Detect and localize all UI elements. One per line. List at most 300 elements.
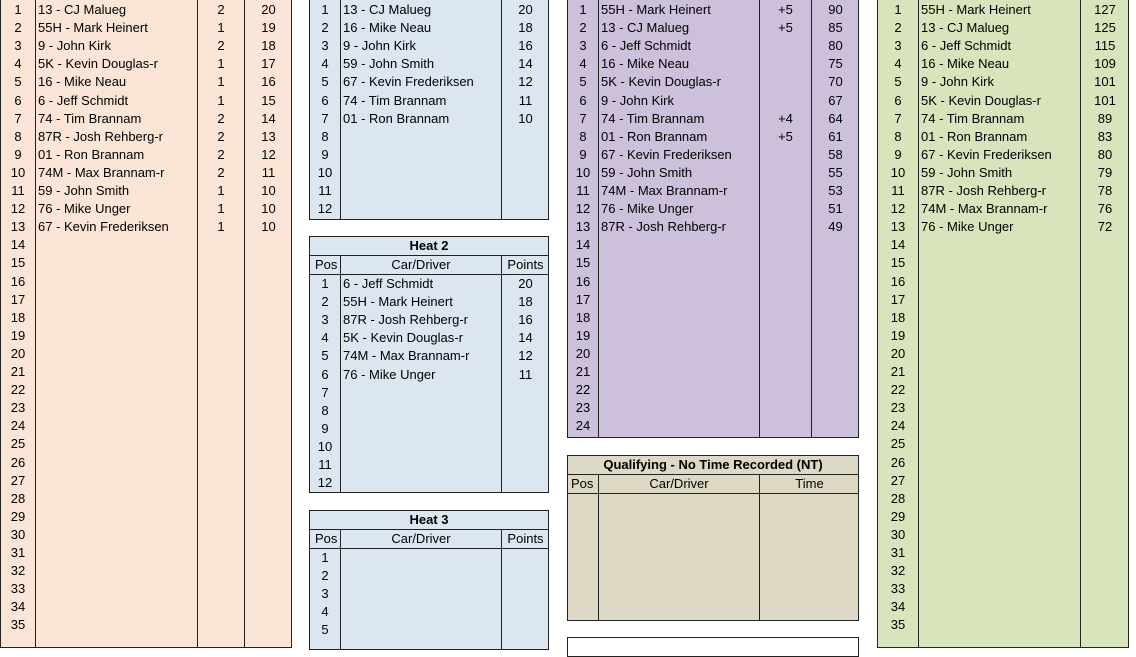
car-driver-cell (38, 381, 196, 399)
table-row (1, 164, 291, 182)
table-row (568, 110, 858, 128)
points-cell (1081, 327, 1129, 345)
car-driver-cell: 16 - Mike Neau (38, 74, 127, 90)
points-cell (245, 327, 292, 345)
position-cell: 33 (10, 581, 26, 597)
table-row (878, 472, 1128, 490)
table-row (568, 236, 858, 254)
table-row (310, 549, 548, 567)
position-cell: 27 (890, 472, 906, 488)
table-row (310, 621, 548, 639)
position-cell: 26 (890, 454, 906, 470)
table-row (878, 1, 1128, 19)
heat-number-cell: 2 (217, 128, 225, 144)
heat-number-cell: 1 (217, 219, 225, 235)
car-driver-cell: 13 - CJ Malueg (921, 20, 1010, 36)
position-cell: 10 (10, 164, 26, 180)
car-driver-cell (38, 345, 196, 363)
table-row (310, 456, 548, 474)
table-row (310, 200, 548, 218)
car-driver-cell (343, 402, 501, 420)
car-driver-cell: 13 - CJ Malueg (343, 2, 432, 17)
position-cell: 8 (321, 128, 329, 144)
table-row (310, 73, 548, 91)
car-driver-cell: 87R - Josh Rehberg-r (38, 128, 163, 144)
position-cell: 3 (321, 38, 329, 54)
points-cell: 17 (261, 56, 276, 72)
position-cell: 28 (890, 490, 906, 506)
points-cell: 51 (828, 201, 843, 217)
table-row (568, 417, 858, 435)
heat-number-cell (198, 236, 244, 254)
position-cell: 5 (321, 348, 329, 364)
position-cell: 34 (10, 599, 26, 615)
table-row (310, 402, 548, 420)
position-cell: 18 (10, 309, 26, 325)
position-cell: 6 (894, 92, 902, 108)
position-cell: 23 (575, 400, 591, 416)
position-cell: 12 (10, 201, 26, 217)
car-driver-cell (921, 345, 1079, 363)
position-cell: 3 (321, 586, 329, 602)
car-driver-cell (601, 345, 759, 363)
table-row (1, 435, 291, 453)
car-driver-cell (343, 146, 501, 164)
points-cell: 49 (828, 219, 843, 235)
car-driver-cell (343, 128, 501, 146)
car-driver-cell (38, 616, 196, 634)
points-cell (245, 435, 292, 453)
points-cell: 18 (261, 38, 276, 54)
position-cell: 22 (10, 382, 26, 398)
points-cell: 61 (828, 128, 843, 144)
position-cell: 10 (575, 164, 591, 180)
points-cell: 78 (1097, 183, 1113, 198)
points-cell (245, 580, 292, 598)
car-driver-cell: 01 - Ron Brannam (38, 146, 145, 162)
position-cell: 12 (317, 201, 333, 217)
position-cell: 12 (890, 201, 906, 217)
table-row (1, 291, 291, 309)
table-row (878, 526, 1128, 544)
car-driver-cell: 59 - John Smith (601, 164, 693, 180)
adjustment-cell (760, 363, 811, 381)
position-cell: 1 (14, 2, 22, 17)
car-driver-cell (38, 508, 196, 526)
car-driver-cell (38, 363, 196, 381)
points-cell: 67 (828, 92, 843, 108)
points-cell (245, 273, 292, 291)
car-driver-cell: 67 - Kevin Frederiksen (343, 74, 474, 90)
heat-number-cell (198, 435, 244, 453)
adjustment-cell: +5 (778, 2, 793, 17)
heat-number-cell: 1 (217, 74, 225, 90)
heat-number-cell (198, 327, 244, 345)
car-driver-cell (921, 544, 1079, 562)
car-driver-cell (921, 309, 1079, 327)
points-cell: 75 (828, 56, 843, 72)
points-cell: 85 (828, 20, 843, 36)
position-cell: 2 (321, 20, 329, 36)
points-cell (502, 603, 549, 621)
car-driver-cell (343, 567, 501, 585)
car-driver-cell (921, 254, 1079, 272)
car-driver-cell: 16 - Mike Neau (343, 20, 432, 36)
position-cell: 11 (318, 457, 332, 472)
points-cell (1081, 508, 1129, 526)
position-cell: 5 (321, 74, 329, 90)
position-cell: 4 (321, 56, 329, 72)
points-cell: 15 (261, 92, 276, 108)
position-cell: 2 (321, 568, 329, 584)
car-driver-cell: 01 - Ron Brannam (343, 110, 450, 126)
points-cell (245, 508, 292, 526)
table-row (1, 327, 291, 345)
heat-number-cell: 2 (217, 2, 225, 17)
points-cell (812, 345, 859, 363)
heat-number-cell (198, 544, 244, 562)
table-row (310, 366, 548, 384)
position-cell: 33 (890, 581, 906, 597)
table-row (1, 472, 291, 490)
table-row (568, 146, 858, 164)
points-cell (1081, 526, 1129, 544)
table-row (1, 598, 291, 616)
table-row (310, 19, 548, 37)
table-row (878, 92, 1128, 110)
table-row (878, 73, 1128, 91)
car-driver-cell (38, 580, 196, 598)
position-cell: 23 (890, 400, 906, 416)
table-row (310, 567, 548, 585)
table-row (878, 128, 1128, 146)
points-cell (502, 474, 549, 492)
car-driver-cell (921, 399, 1079, 417)
points-cell (812, 327, 859, 345)
table-row (878, 345, 1128, 363)
heat-number-cell: 2 (217, 146, 225, 162)
points-cell (502, 200, 549, 218)
table-row (310, 146, 548, 164)
table-row (568, 1, 858, 19)
car-driver-cell (38, 327, 196, 345)
table-row (878, 164, 1128, 182)
adjustment-cell: +4 (778, 110, 793, 126)
points-cell: 79 (1097, 164, 1113, 180)
points-cell (245, 598, 292, 616)
car-driver-cell (921, 381, 1079, 399)
points-cell: 101 (1094, 74, 1116, 90)
header-pos: Pos (315, 257, 338, 272)
points-cell: 14 (518, 56, 533, 72)
heat-number-cell (198, 291, 244, 309)
heat-number-cell: 2 (217, 164, 225, 180)
table-row (1, 273, 291, 291)
adjustment-cell (760, 309, 811, 327)
table-row (1, 309, 291, 327)
table-row (1, 200, 291, 218)
table-row (878, 435, 1128, 453)
car-driver-cell: 55H - Mark Heinert (921, 2, 1031, 17)
points-cell (1081, 490, 1129, 508)
position-cell: 11 (318, 183, 332, 198)
header-car-driver: Car/Driver (391, 531, 451, 546)
position-cell: 2 (14, 20, 22, 36)
car-driver-cell (38, 435, 196, 453)
heat-number-cell (198, 399, 244, 417)
heat-number-cell (198, 562, 244, 580)
points-cell (245, 345, 292, 363)
points-cell: 14 (518, 330, 533, 346)
points-standings-table (877, 0, 1129, 648)
position-cell: 21 (575, 364, 591, 379)
points-cell: 115 (1094, 38, 1116, 54)
heat-3-title: Heat 3 (409, 512, 449, 527)
position-cell: 10 (317, 164, 333, 180)
car-driver-cell (38, 273, 196, 291)
car-driver-cell: 16 - Mike Neau (601, 56, 690, 72)
adjustment-cell (760, 291, 811, 309)
points-cell (502, 146, 549, 164)
car-driver-cell (343, 456, 501, 474)
car-driver-cell (38, 472, 196, 490)
car-driver-cell (601, 291, 759, 309)
position-cell: 1 (321, 550, 329, 565)
car-driver-cell: 9 - John Kirk (38, 38, 111, 54)
table-row (310, 128, 548, 146)
position-cell: 32 (890, 563, 906, 579)
car-driver-cell (921, 454, 1079, 472)
points-cell: 127 (1094, 2, 1116, 17)
points-cell (245, 490, 292, 508)
table-row (310, 37, 548, 55)
points-cell: 12 (261, 146, 276, 162)
points-cell: 53 (828, 183, 843, 198)
points-cell (245, 381, 292, 399)
position-cell: 21 (890, 364, 906, 379)
car-driver-cell (601, 381, 759, 399)
position-cell: 8 (14, 128, 22, 144)
car-driver-cell (343, 585, 501, 603)
car-driver-cell: 6 - Jeff Schmidt (601, 38, 692, 54)
position-cell: 21 (10, 364, 26, 379)
car-driver-cell: 6 - Jeff Schmidt (38, 92, 129, 108)
table-row (310, 55, 548, 73)
points-cell (502, 128, 549, 146)
table-row (568, 327, 858, 345)
position-cell: 4 (321, 330, 329, 346)
car-driver-cell: 76 - Mike Unger (921, 219, 1014, 235)
position-cell: 20 (890, 345, 906, 361)
next-table-edge (567, 637, 859, 657)
car-driver-cell: 5K - Kevin Douglas-r (921, 92, 1041, 108)
position-cell: 31 (890, 545, 906, 560)
position-cell: 14 (10, 237, 26, 253)
car-driver-cell (38, 236, 196, 254)
heat-number-cell: 1 (217, 183, 225, 198)
table-row (310, 311, 548, 329)
heat-number-cell (198, 309, 244, 327)
points-cell (502, 438, 549, 456)
car-driver-cell (601, 399, 759, 417)
car-driver-cell: 01 - Ron Brannam (601, 128, 708, 144)
position-cell: 7 (894, 110, 902, 126)
table-row (1, 110, 291, 128)
table-row (310, 603, 548, 621)
table-row (878, 200, 1128, 218)
position-cell: 29 (10, 508, 26, 524)
car-driver-cell: 76 - Mike Unger (601, 201, 694, 217)
car-driver-cell: 59 - John Smith (921, 164, 1013, 180)
car-driver-cell (343, 200, 501, 218)
position-cell: 9 (321, 420, 329, 436)
points-cell (1081, 381, 1129, 399)
position-cell: 4 (14, 56, 22, 72)
position-cell: 3 (14, 38, 22, 54)
qualifying-header-row (568, 475, 858, 493)
car-driver-cell (921, 526, 1079, 544)
car-driver-cell (38, 490, 196, 508)
points-cell (502, 164, 549, 182)
car-driver-cell: 13 - CJ Malueg (601, 20, 690, 36)
car-driver-cell (343, 164, 501, 182)
points-cell (502, 567, 549, 585)
heat-number-cell: 2 (217, 38, 225, 54)
points-cell: 11 (518, 366, 533, 382)
car-driver-cell (38, 254, 196, 272)
points-cell (1081, 345, 1129, 363)
heat-points-table (0, 0, 292, 648)
car-driver-cell: 74M - Max Brannam-r (38, 164, 165, 180)
heat-number-cell: 2 (217, 110, 225, 126)
table-row (878, 616, 1128, 634)
points-cell (1081, 363, 1129, 381)
points-cell: 10 (261, 219, 276, 235)
points-cell (502, 621, 549, 639)
car-driver-cell (343, 549, 501, 567)
table-row (568, 128, 858, 146)
heat-number-cell (198, 472, 244, 490)
adjustment-cell (760, 182, 811, 200)
car-driver-cell (921, 435, 1079, 453)
table-row (568, 164, 858, 182)
car-driver-cell (343, 621, 501, 639)
car-driver-cell (38, 454, 196, 472)
table-row (1, 73, 291, 91)
car-driver-cell: 67 - Kevin Frederiksen (921, 146, 1052, 162)
heat-number-cell: 1 (217, 201, 225, 217)
table-row (310, 164, 548, 182)
position-cell: 3 (579, 38, 587, 54)
car-driver-cell: 55H - Mark Heinert (601, 2, 711, 17)
position-cell: 2 (579, 20, 587, 36)
points-cell (812, 291, 859, 309)
table-row (878, 182, 1128, 200)
car-driver-cell: 55H - Mark Heinert (38, 20, 148, 36)
table-row (878, 598, 1128, 616)
points-cell (1081, 562, 1129, 580)
table-row (568, 254, 858, 272)
points-cell (502, 585, 549, 603)
points-cell: 125 (1094, 20, 1116, 36)
car-driver-cell (601, 273, 759, 291)
car-driver-cell (921, 472, 1079, 490)
position-cell: 3 (321, 312, 329, 328)
table-row (310, 585, 548, 603)
car-driver-cell: 16 - Mike Neau (921, 56, 1010, 72)
position-cell: 12 (317, 475, 333, 491)
car-driver-cell (921, 508, 1079, 526)
position-cell: 9 (579, 146, 587, 162)
heat-number-cell (198, 598, 244, 616)
car-driver-cell (343, 474, 501, 492)
adjustment-cell (760, 200, 811, 218)
position-cell: 17 (10, 291, 26, 307)
position-cell: 2 (894, 20, 902, 36)
points-cell (812, 417, 859, 435)
table-row (568, 309, 858, 327)
points-cell: 101 (1094, 92, 1116, 108)
table-row (878, 580, 1128, 598)
points-cell (812, 273, 859, 291)
points-cell (245, 544, 292, 562)
points-cell (245, 291, 292, 309)
header-pos: Pos (571, 476, 594, 491)
points-cell (245, 254, 292, 272)
table-row (568, 55, 858, 73)
position-cell: 19 (890, 327, 906, 343)
car-driver-cell: 87R - Josh Rehberg-r (601, 219, 726, 235)
car-driver-cell: 5K - Kevin Douglas-r (343, 330, 463, 346)
position-cell: 17 (575, 291, 591, 307)
position-cell: 9 (894, 146, 902, 162)
car-driver-cell (921, 417, 1079, 435)
car-driver-cell: 13 - CJ Malueg (38, 2, 127, 17)
position-cell: 30 (10, 526, 26, 542)
adjustment-cell: +5 (778, 128, 793, 144)
position-cell: 5 (14, 74, 22, 90)
points-cell: 64 (828, 110, 843, 126)
position-cell: 7 (14, 110, 22, 126)
points-cell (245, 309, 292, 327)
points-cell (1081, 580, 1129, 598)
car-driver-cell (343, 384, 501, 402)
car-driver-cell (38, 598, 196, 616)
position-cell: 11 (11, 183, 25, 198)
qualifying-title: Qualifying - No Time Recorded (NT) (603, 457, 823, 472)
table-row (310, 438, 548, 456)
position-cell: 31 (10, 545, 26, 560)
car-driver-cell: 74M - Max Brannam-r (343, 348, 470, 364)
position-cell: 29 (890, 508, 906, 524)
position-cell: 20 (575, 345, 591, 361)
table-row (878, 363, 1128, 381)
feature-results-table (567, 0, 859, 438)
car-driver-cell (921, 580, 1079, 598)
header-pos: Pos (315, 531, 338, 546)
points-cell: 20 (261, 2, 276, 17)
table-row (878, 454, 1128, 472)
table-row (568, 92, 858, 110)
table-row (310, 275, 548, 293)
car-driver-cell (601, 327, 759, 345)
table-row (878, 544, 1128, 562)
points-cell: 80 (1097, 146, 1113, 162)
car-driver-cell (343, 182, 501, 200)
car-driver-cell: 87R - Josh Rehberg-r (921, 183, 1046, 198)
car-driver-cell: 5K - Kevin Douglas-r (38, 56, 158, 72)
table-row (1, 381, 291, 399)
